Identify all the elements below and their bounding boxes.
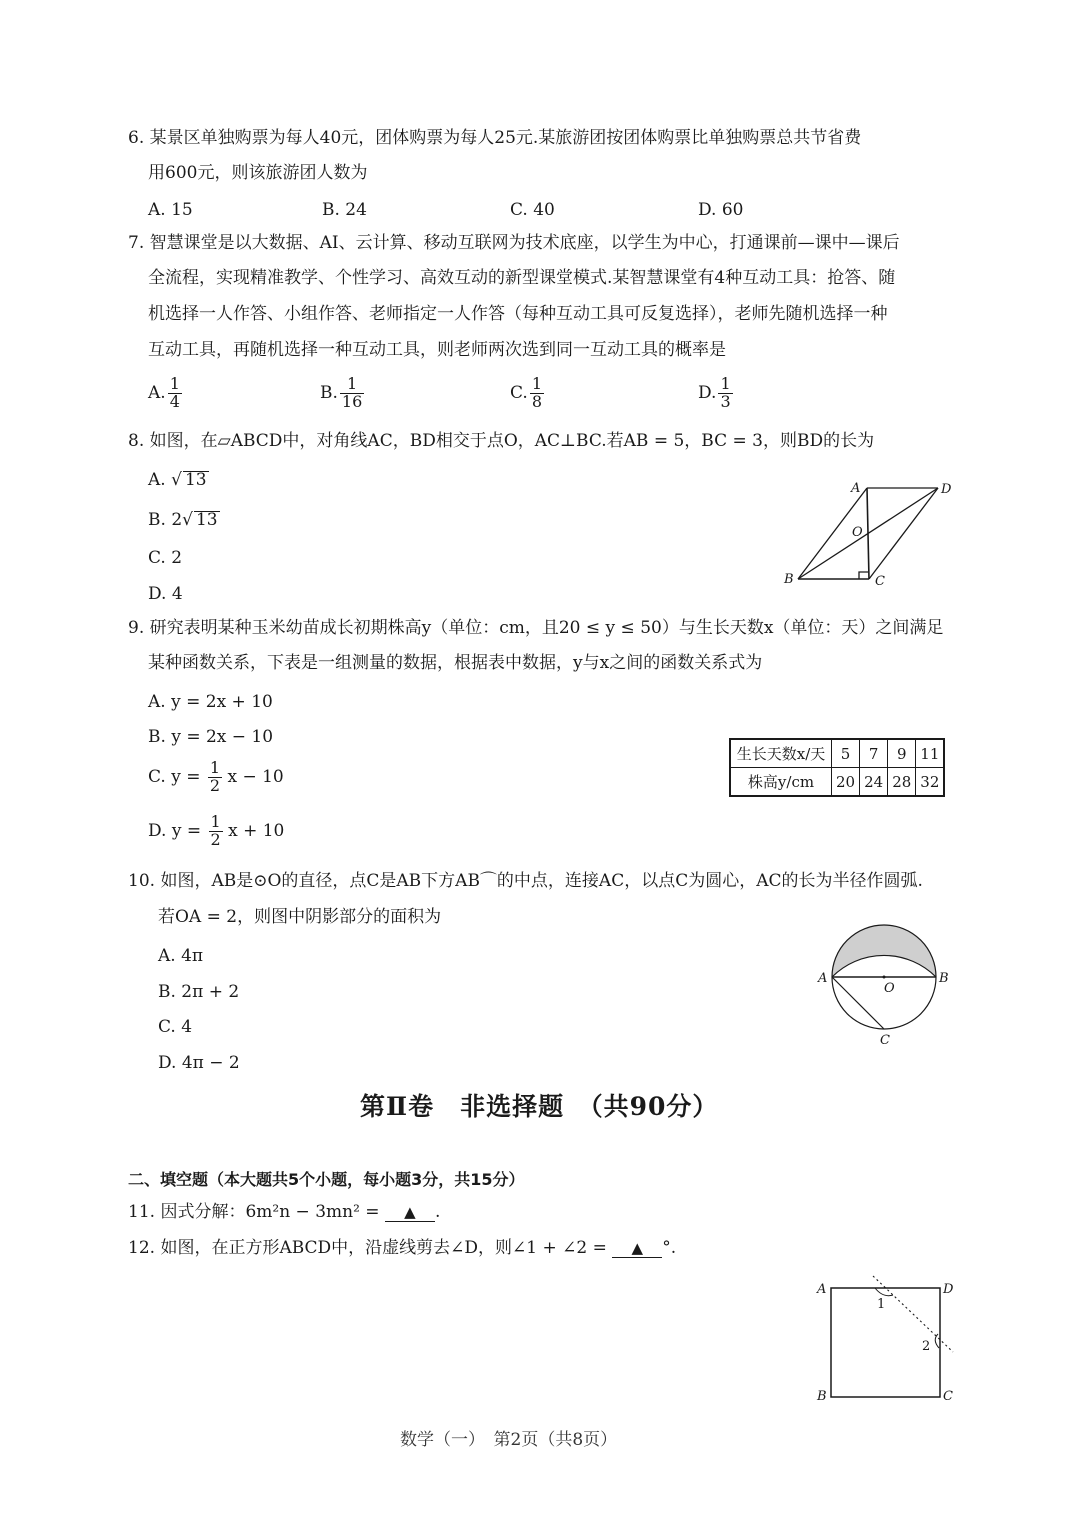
q7-option-c xyxy=(510,376,544,411)
fraction: $\frac{1}{4}$ xyxy=(169,374,180,411)
parallelogram-figure xyxy=(775,475,965,590)
q9-option-a: A. y = 2x + 10 xyxy=(148,692,273,712)
circle-figure xyxy=(810,915,960,1050)
q10-option-a: A. 4π xyxy=(158,946,204,966)
table-row: 株高y/cm 20 24 28 32 xyxy=(730,768,944,797)
angle-1-label: 1 xyxy=(877,1297,886,1312)
label-b: B xyxy=(784,572,794,587)
q10-line1: 10. 如图，AB是⊙O的直径，点C是AB下方AB⌒的中点，连接AC，以点C为圆心，AC的长为半径作圆弧. xyxy=(128,871,923,891)
q10-line2: 若OA = 2，则图中阴影部分的面积为 xyxy=(158,907,442,927)
q6-line2: 用600元，则该旅游团人数为 xyxy=(148,163,368,183)
q10-option-b: B. 2π + 2 xyxy=(158,982,240,1002)
option-letter: A. xyxy=(148,382,166,403)
table-header-height: 株高y/cm xyxy=(730,768,832,797)
answer-blank[interactable]: ▲ xyxy=(385,1204,435,1222)
fraction: $\frac{1}{8}$ xyxy=(531,374,542,411)
q9-option-d: D. y = $\frac{1}{2}$ x + 10 xyxy=(148,812,285,849)
option-letter: B. xyxy=(320,382,338,403)
q10-option-c: C. 4 xyxy=(158,1017,193,1037)
q9-option-c: C. y = $\frac{1}{2}$ x − 10 xyxy=(148,758,284,795)
q12: 12. 如图，在正方形ABCD中，沿虚线剪去∠D，则∠1 + ∠2 = ▲ °. xyxy=(128,1238,677,1258)
q8-option-b: B. 2√ 13 xyxy=(148,510,218,530)
q7-option-d xyxy=(698,376,733,411)
label-a: A xyxy=(817,1282,827,1297)
q6-option-b: B. 24 xyxy=(322,200,367,220)
label-d: D xyxy=(941,482,952,497)
label-c: C xyxy=(943,1389,953,1404)
label-o: O xyxy=(884,981,895,996)
q8-option-a: A. √ 13 xyxy=(148,470,207,490)
q9-line2: 某种函数关系，下表是一组测量的数据，根据表中数据，y与x之间的函数关系式为 xyxy=(148,653,763,673)
label-o: O xyxy=(852,525,863,540)
fraction: $\frac{1}{2}$ xyxy=(210,812,221,849)
answer-blank[interactable]: ▲ xyxy=(612,1240,662,1258)
section-title: 第Ⅱ卷 非选择题 （共90分） xyxy=(360,1092,719,1121)
table-header-days: 生长天数x/天 xyxy=(730,739,832,768)
q7-option-b xyxy=(320,376,364,411)
fraction: $\frac{1}{3}$ xyxy=(720,374,731,411)
growth-data-table xyxy=(729,738,945,797)
fraction: $\frac{1}{2}$ xyxy=(209,758,221,795)
fraction: $\frac{1}{16}$ xyxy=(341,374,363,411)
subsection-heading: 二、填空题（本大题共5个小题，每小题3分，共15分） xyxy=(128,1170,525,1189)
shaded-region xyxy=(832,925,936,977)
q7-line4: 互动工具，再随机选择一种互动工具，则老师两次选到同一互动工具的概率是 xyxy=(148,340,726,360)
q6-option-d: D. 60 xyxy=(698,200,744,220)
q9-option-b: B. y = 2x − 10 xyxy=(148,727,274,747)
q7-line2: 全流程，实现精准教学、个性学习、高效互动的新型课堂模式.某智慧课堂有4种互动工具：抢答、随 xyxy=(148,268,896,288)
label-b: B xyxy=(939,971,949,986)
option-letter: D. xyxy=(698,382,717,403)
option-letter: C. xyxy=(510,382,528,403)
q6-option-c: C. 40 xyxy=(510,200,555,220)
label-d: D xyxy=(943,1282,954,1297)
q7-line3: 机选择一人作答、小组作答、老师指定一人作答（每种互动工具可反复选择），老师先随机选择一种 xyxy=(148,304,888,324)
page-footer: 数学（一） 第2页（共8页） xyxy=(400,1430,618,1450)
square-figure xyxy=(808,1268,968,1408)
angle-2-label: 2 xyxy=(922,1339,931,1354)
label-c: C xyxy=(875,574,885,589)
table-row: 生长天数x/天 5 7 9 11 xyxy=(730,739,944,768)
label-c: C xyxy=(880,1033,890,1048)
q7-option-a xyxy=(148,376,182,411)
q11: 11. 因式分解：6m²n − 3mn² = ▲ . xyxy=(128,1202,441,1222)
q9-line1: 9. 研究表明某种玉米幼苗成长初期株高y（单位：cm，且20 ≤ y ≤ 50）与生长天数x（单位：天）之间满足 xyxy=(128,618,944,638)
q8-line1: 8. 如图，在▱ABCD中，对角线AC，BD相交于点O，AC⊥BC.若AB = 5，BC = 3，则BD的长为 xyxy=(128,431,875,451)
q6-option-a: A. 15 xyxy=(148,200,193,220)
q6-line1: 6. 某景区单独购票为每人40元，团体购票为每人25元.某旅游团按团体购票比单独购票总共节省费 xyxy=(128,128,862,148)
q10-option-d: D. 4π − 2 xyxy=(158,1053,240,1073)
label-a: A xyxy=(851,481,861,496)
label-a: A xyxy=(818,971,828,986)
q7-line1: 7. 智慧课堂是以大数据、AI、云计算、移动互联网为技术底座，以学生为中心，打通课前—课中—课后 xyxy=(128,233,900,253)
label-b: B xyxy=(817,1389,827,1404)
q8-option-d: D. 4 xyxy=(148,584,183,604)
q8-option-c: C. 2 xyxy=(148,548,183,568)
